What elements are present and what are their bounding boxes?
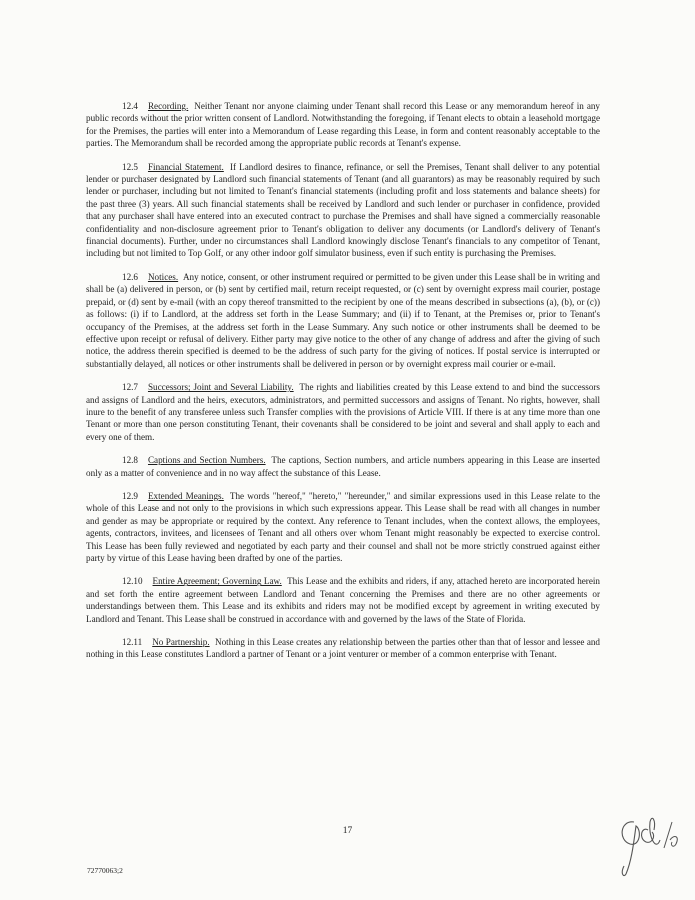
section-title: No Partnership. — [152, 637, 210, 648]
section-body: The captions, Section numbers, and article numbers appearing in this Lease are inserted only as a matter of convenience and in no way affect the substance of this Lease. — [86, 455, 600, 478]
signature-initials-icon — [612, 800, 692, 880]
section-number: 12.9 — [122, 490, 138, 501]
section-number: 12.8 — [122, 455, 138, 466]
section-title: Extended Meanings. — [147, 490, 224, 501]
section-number: 12.7 — [122, 382, 138, 393]
section-title: Captions and Section Numbers. — [147, 455, 266, 466]
section-12-7 — [86, 381, 600, 443]
section-title: Recording. — [147, 101, 189, 111]
section-number: 12.4 — [122, 101, 138, 111]
section-12-10 — [86, 575, 600, 625]
section-title: Financial Statement. — [147, 161, 224, 172]
section-body: This Lease and the exhibits and riders, if any, attached hereto are incorporated herein and set forth the entire agreement between Landlord and Tenant concerning the Premises and there are no other agreements or understandings between them. This Lease and its exhibits and riders may not be modified except by agreement in writing executed by Landlord and Tenant. This Lease shall be construed in accordance with and governed by the laws of the State of Florida. — [86, 576, 600, 624]
lease-text — [86, 100, 600, 661]
section-12-9 — [86, 490, 600, 564]
section-title: Notices. — [147, 271, 179, 282]
page-number: 17 — [342, 826, 353, 836]
section-number: 12.5 — [122, 161, 138, 172]
section-title: Successors; Joint and Several Liability. — [147, 382, 294, 393]
section-body: Nothing in this Lease creates any relationship between the parties other than that of lessor and lessee and nothing in this Lease constitutes Landlord a partner of Tenant or a joint venturer or member of a common enterprise with Tenant. — [86, 637, 600, 660]
section-number: 12.10 — [122, 576, 143, 587]
section-body: The words "hereof," "hereto," "hereunder," and similar expressions used in this Lease relate to the whole of this Lease and not only to the provisions in which such expressions appear. This Lease shall be read with all changes in number and gender as may be appropriate or required by the context. Any reference to Tenant includes, when the context allows, the employees, agents, contractors, invitees, and licensees of Tenant and all others over whom Tenant might reasonably be expected to exercise control. This Lease has been fully reviewed and negotiated by each party and their counsel and shall not be more strictly construed against either party by virtue of this Lease having been drafted by one of the parties. — [86, 490, 600, 563]
section-body: The rights and liabilities created by this Lease extend to and bind the successors and assigns of Landlord and the heirs, executors, administrators, and permitted successors and assigns of Tenant. No rights, however, shall inure to the benefit of any transferee unless such Transfer complies with the provisions of Article VIII. If there is at any time more than one Tenant or more than one person constituting Tenant, their covenants shall be considered to be joint and several and shall apply to each and every one of them. — [86, 382, 600, 442]
section-12-6 — [86, 271, 600, 370]
section-number: 12.6 — [122, 271, 138, 282]
section-12-5 — [86, 161, 600, 260]
section-12-4 — [86, 100, 600, 150]
section-12-8 — [86, 454, 600, 479]
section-body: If Landlord desires to finance, refinance, or sell the Premises, Tenant shall deliver to any potential lender or purchaser designated by Landlord such financial statements of Tenant (and all guarantors) as may be reasonably required by such lender or purchaser, including but not limited to Tenant's financial statements (including profit and loss statements and balance sheets) for the past three (3) years. All such financial statements shall be received by Landlord and such lender or purchaser in confidence, provided that any purchaser shall have entered into an executed contract to purchase the Premises and shall have signed a commercially reasonable confidentiality and non-disclosure agreement prior to Tenant's obligation to deliver any documents (or Landlord's delivery of Tenant's financial documents). Further, under no circumstances shall Landlord knowingly disclose Tenant's financials to any competitor of Tenant, including but not limited to Top Golf, or any other indoor golf simulator business, even if such entity is purchasing the Premises. — [86, 161, 601, 259]
section-12-11 — [86, 636, 600, 661]
section-body: Any notice, consent, or other instrument required or permitted to be given under this Lease shall be in writing and shall be (a) delivered in person, or (b) sent by certified mail, return receipt requested, or (c) sent by overnight express mail courier, postage prepaid, or (d) sent by e-mail (with an copy thereof transmitted to the recipient by one of the means described in subsections (a), (b), or (c)) as follows: (i) if to Landlord, at the address set forth in the Lease Summary; and (ii) if to Tenant, at the Premises or, prior to Tenant's occupancy of the Premises, at the address set forth in the Lease Summary. Any such notice or other instruments shall be deemed to be effective upon receipt or refusal of delivery. Either party may give notice to the other of any change of address and after the giving of such notice, the address therein specified is deemed to be the address of such party for the giving of notices. If postal service is interrupted or substantially delayed, all notices or other instruments shall be delivered in person or by overnight express mail courier or e-mail. — [86, 271, 600, 369]
section-body: Neither Tenant nor anyone claiming under Tenant shall record this Lease or any memorandum hereof in any public records without the prior written consent of Landlord. Notwithstanding the foregoing, if Tenant elects to obtain a leasehold mortgage for the Premises, the parties will enter into a Memorandum of Lease regarding this Lease, in form and content reasonably acceptable to the parties. The Memorandum shall be recorded among the appropriate public records at Tenant's expense. — [86, 101, 600, 149]
document-code: 72770063;2 — [87, 866, 123, 875]
section-number: 12.11 — [122, 637, 143, 648]
section-title: Entire Agreement; Governing Law. — [152, 576, 282, 587]
